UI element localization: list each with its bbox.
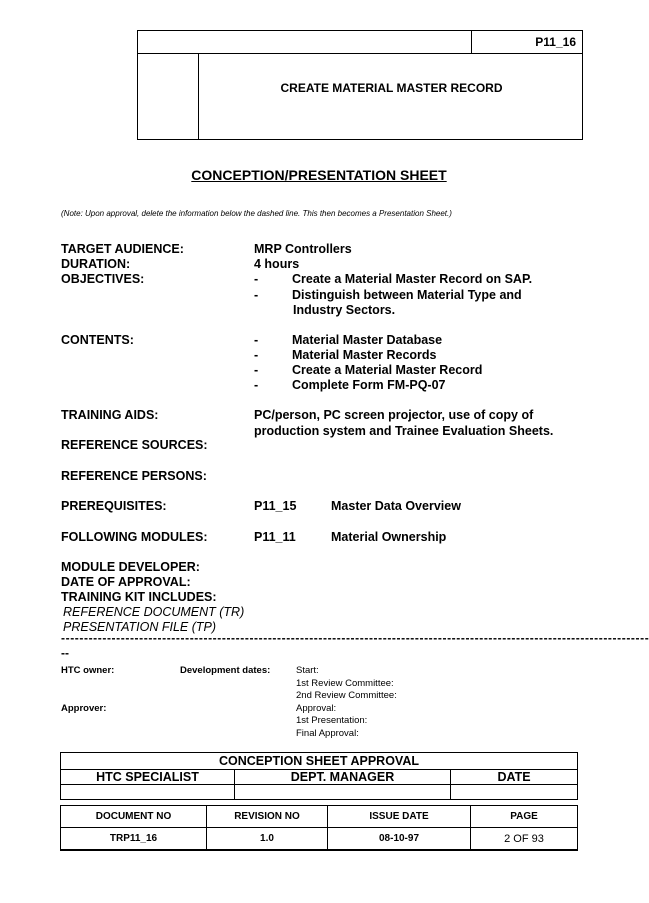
approval-table bbox=[60, 752, 578, 800]
date-entry: Start: bbox=[296, 665, 319, 676]
prerequisites-label: PREREQUISITES: bbox=[61, 499, 167, 513]
following-modules-label: FOLLOWING MODULES: bbox=[61, 530, 208, 544]
contents-label: CONTENTS: bbox=[61, 333, 134, 347]
objective-item: Industry Sectors. bbox=[293, 303, 396, 317]
issue-date: 08-10-97 bbox=[378, 833, 420, 844]
revision-number: 1.0 bbox=[260, 833, 274, 844]
sheet-title: CONCEPTION/PRESENTATION SHEET bbox=[191, 167, 447, 183]
footer-header-cell: ISSUE DATE bbox=[369, 811, 429, 822]
page-number: 2 OF 93 bbox=[504, 833, 544, 845]
objective-dash: - bbox=[254, 272, 259, 286]
date-of-approval-label: DATE OF APPROVAL: bbox=[61, 575, 191, 589]
following-module-name: Material Ownership bbox=[331, 530, 447, 544]
column-header: HTC SPECIALIST bbox=[96, 770, 199, 784]
contents-dash: - bbox=[254, 363, 259, 377]
approver-label: Approver: bbox=[61, 703, 107, 714]
duration-label: DURATION: bbox=[61, 257, 131, 271]
objective-dash: - bbox=[254, 288, 259, 302]
document-footer-table bbox=[60, 805, 578, 851]
training-aids-label: TRAINING AIDS: bbox=[61, 408, 159, 422]
training-aids-value: production system and Trainee Evaluation Sheets. bbox=[254, 424, 554, 438]
module-developer-label: MODULE DEVELOPER: bbox=[61, 560, 200, 574]
objectives-label: OBJECTIVES: bbox=[61, 272, 145, 286]
contents-dash: - bbox=[254, 378, 259, 392]
following-module-code: P11_11 bbox=[254, 530, 296, 544]
objective-item: Create a Material Master Record on SAP. bbox=[292, 272, 533, 286]
reference-persons-label: REFERENCE PERSONS: bbox=[61, 469, 207, 483]
approval-table-title: CONCEPTION SHEET APPROVAL bbox=[218, 754, 420, 768]
dashed-separator-tail: -- bbox=[61, 646, 69, 660]
footer-header-cell: PAGE bbox=[510, 811, 538, 822]
development-dates-label: Development dates: bbox=[180, 665, 271, 676]
training-kit-item: PRESENTATION FILE (TP) bbox=[63, 620, 217, 634]
duration-value: 4 hours bbox=[254, 257, 300, 271]
header-top-row bbox=[138, 31, 582, 54]
reference-sources-label: REFERENCE SOURCES: bbox=[61, 438, 208, 452]
htc-owner-label: HTC owner: bbox=[61, 665, 115, 676]
training-aids-value: PC/person, PC screen projector, use of copy of bbox=[254, 408, 534, 422]
contents-item: Material Master Records bbox=[292, 348, 437, 362]
document-title: CREATE MATERIAL MASTER RECORD bbox=[280, 81, 503, 95]
date-entry: 1st Presentation: bbox=[296, 715, 368, 726]
contents-item: Material Master Database bbox=[292, 333, 443, 347]
document-header bbox=[137, 30, 583, 140]
footer-header-cell: REVISION NO bbox=[234, 811, 300, 822]
target-audience-value: MRP Controllers bbox=[254, 242, 352, 256]
footer-value-row bbox=[61, 828, 577, 850]
date-entry: Approval: bbox=[296, 703, 337, 714]
header-logo-cell bbox=[138, 54, 199, 140]
contents-item: Create a Material Master Record bbox=[292, 363, 483, 377]
column-header: DEPT. MANAGER bbox=[290, 770, 395, 784]
column-header: DATE bbox=[497, 770, 531, 784]
prerequisite-module: Master Data Overview bbox=[331, 499, 461, 513]
contents-item: Complete Form FM-PQ-07 bbox=[292, 378, 446, 392]
footer-header-row bbox=[61, 806, 577, 828]
date-entry: 1st Review Committee: bbox=[296, 678, 394, 689]
footer-header-cell: DOCUMENT NO bbox=[95, 811, 172, 822]
contents-dash: - bbox=[254, 333, 259, 347]
document-number: TRP11_16 bbox=[109, 833, 158, 844]
date-entry: 2nd Review Committee: bbox=[296, 690, 397, 701]
contents-dash: - bbox=[254, 348, 259, 362]
approval-signature-row bbox=[61, 785, 577, 799]
column-divider bbox=[234, 785, 235, 799]
date-entry: Final Approval: bbox=[296, 728, 359, 739]
target-audience-label: TARGET AUDIENCE: bbox=[61, 242, 184, 256]
approval-table-header bbox=[61, 769, 577, 785]
dashed-separator: -------------------------------------------------------------------------------------------------------------------------------- bbox=[61, 631, 649, 645]
prerequisite-code: P11_15 bbox=[254, 499, 297, 513]
objective-item: Distinguish between Material Type and bbox=[292, 288, 522, 302]
training-kit-item: REFERENCE DOCUMENT (TR) bbox=[63, 605, 245, 619]
approval-note: (Note: Upon approval, delete the information below the dashed line. This then becomes a Presentation Sheet.) bbox=[61, 209, 452, 218]
document-code: P11_16 bbox=[471, 31, 582, 53]
training-kit-label: TRAINING KIT INCLUDES: bbox=[61, 590, 217, 604]
column-divider bbox=[450, 785, 451, 799]
